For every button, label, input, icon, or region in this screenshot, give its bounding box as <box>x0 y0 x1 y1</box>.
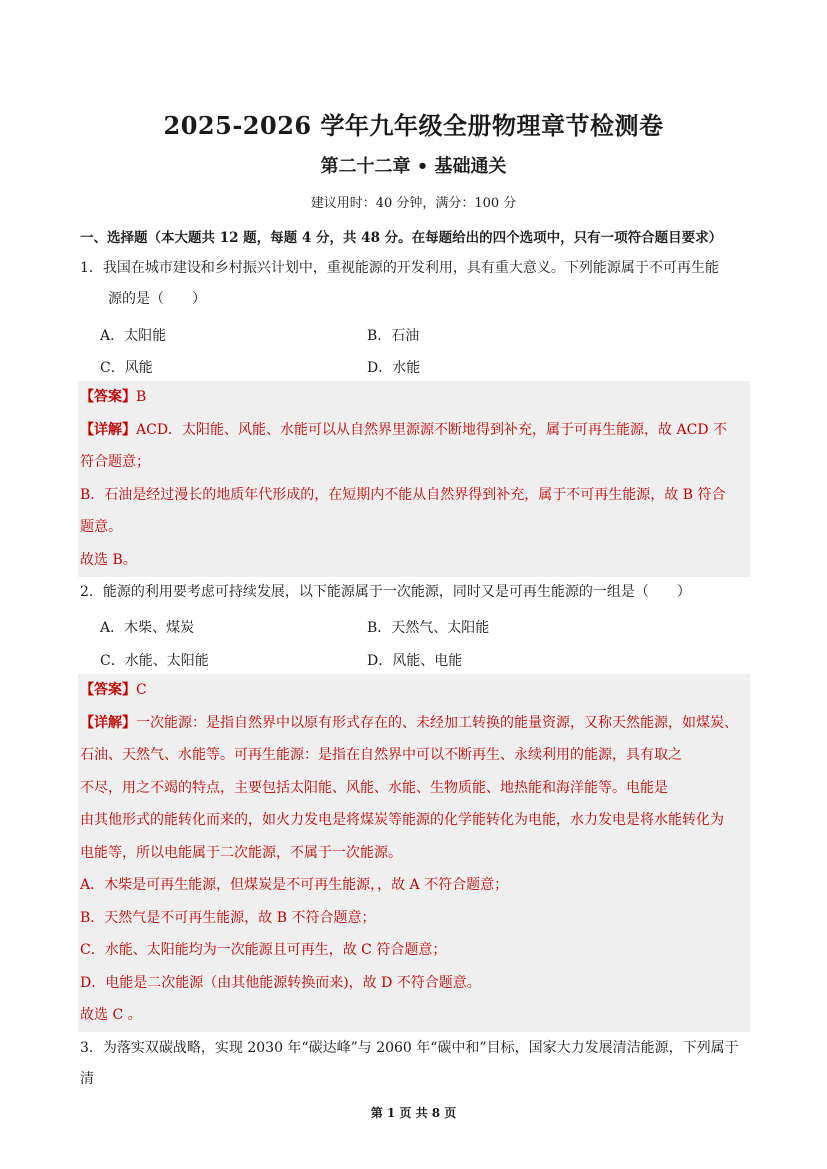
page-title: 2025-2026 学年九年级全册物理章节检测卷 <box>163 111 664 140</box>
question-1-line1: 1．我国在城市建设和乡村振兴计划中，重视能源的开发利用，具有重大意义。下列能源属于不可再生能 <box>80 260 719 276</box>
q1-detail-line: 符合题意； <box>80 454 150 470</box>
q2-detail-line: 不尽，用之不竭的特点，主要包括太阳能、风能、水能、生物质能、地热能和海洋能等。电能是 <box>80 779 668 796</box>
q2-detail-line: 电能等，所以电能属于二次能源，不属于一次能源。 <box>80 844 402 861</box>
q1-detail-line: 故选 B。 <box>80 551 137 568</box>
q2-detail-line: 石油、天然气、水能等。可再生能源：是指在自然界中可以不断再生、永续利用的能源，具有取之 <box>80 747 682 763</box>
q2-detail-line: B．天然气是不可再生能源，故 B 不符合题意； <box>80 909 376 926</box>
q1-detail-line: 【详解】ACD．太阳能、风能、水能可以从自然界里源源不断地得到补充，属于可再生能源，故 ACD 不 <box>80 421 727 438</box>
answer-tag: 【答案】 <box>80 389 136 405</box>
answer-tag: 【答案】 <box>80 682 136 698</box>
q1-detail-line: B．石油是经过漫长的地质年代形成的，在短期内不能从自然界得到补充，属于不可再生能源，故 B 符合 <box>80 486 726 503</box>
question-3-line1: 3．为落实双碳战略，实现 2030 年“碳达峰”与 2060 年“碳中和”目标，国家大力发展清洁能源，下列属于清 <box>80 1040 739 1087</box>
q1-option-c: C．风能 <box>100 360 153 376</box>
q1-answer-line <box>80 381 748 414</box>
question-1-line2: 源的是（ ） <box>108 291 206 307</box>
q1-option-a: A．太阳能 <box>100 328 167 344</box>
q2-option-d: D．风能、电能 <box>367 653 463 669</box>
detail-tag: 【详解】 <box>80 421 136 438</box>
q2-option-c: C．水能、太阳能 <box>100 653 209 669</box>
q2-detail-line: D．电能是二次能源（由其他能源转换而来)，故 D 不符合题意。 <box>80 974 481 991</box>
q2-detail-line: 【详解】一次能源：是指自然界中以原有形式存在的、未经加工转换的能量资源，又称天然能源，如煤炭、 <box>80 714 738 731</box>
q1-answer-value: B <box>136 389 147 405</box>
page-subtitle: 第二十二章 • 基础通关 <box>320 156 507 177</box>
q2-answer-value: C <box>136 682 147 698</box>
q2-detail-line: 故选 C 。 <box>80 1007 142 1023</box>
q1-option-b: B．石油 <box>367 328 420 344</box>
question-1-stem <box>80 253 752 315</box>
page-footer: 第 1 页 共 8 页 <box>370 1106 457 1120</box>
exam-meta: 建议用时：40 分钟，满分：100 分 <box>310 196 517 211</box>
q2-detail-line: A．木柴是可再生能源，但煤炭是不可再生能源，，故 A 不符合题意； <box>80 877 509 893</box>
q2-option-a: A．木柴、煤炭 <box>100 620 195 636</box>
question-2-stem <box>80 577 752 608</box>
section-heading: 一、选择题（本大题共 12 题，每题 4 分，共 48 分。在每题给出的四个选项中，只有一项符合题目要求） <box>80 230 723 246</box>
q2-detail-line: C．水能、太阳能均为一次能源且可再生，故 C 符合题意； <box>80 942 447 958</box>
q2-detail-line: 由其他形式的能转化而来的，如火力发电是将煤炭等能源的化学能转化为电能，水力发电是将水能转化为 <box>80 812 724 828</box>
q1-answer-block <box>78 381 750 577</box>
question-3-stem <box>80 1033 752 1095</box>
q2-answer-block <box>78 674 750 1032</box>
q1-option-d: D．水能 <box>367 360 421 376</box>
q2-answer-line <box>80 674 748 707</box>
detail-tag: 【详解】 <box>80 714 136 731</box>
q2-option-b: B．天然气、太阳能 <box>367 620 490 636</box>
question-2-line1: 2．能源的利用要考虑可持续发展，以下能源属于一次能源，同时又是可再生能源的一组是（ ） <box>80 584 691 600</box>
q1-detail-line: 题意。 <box>80 519 122 535</box>
